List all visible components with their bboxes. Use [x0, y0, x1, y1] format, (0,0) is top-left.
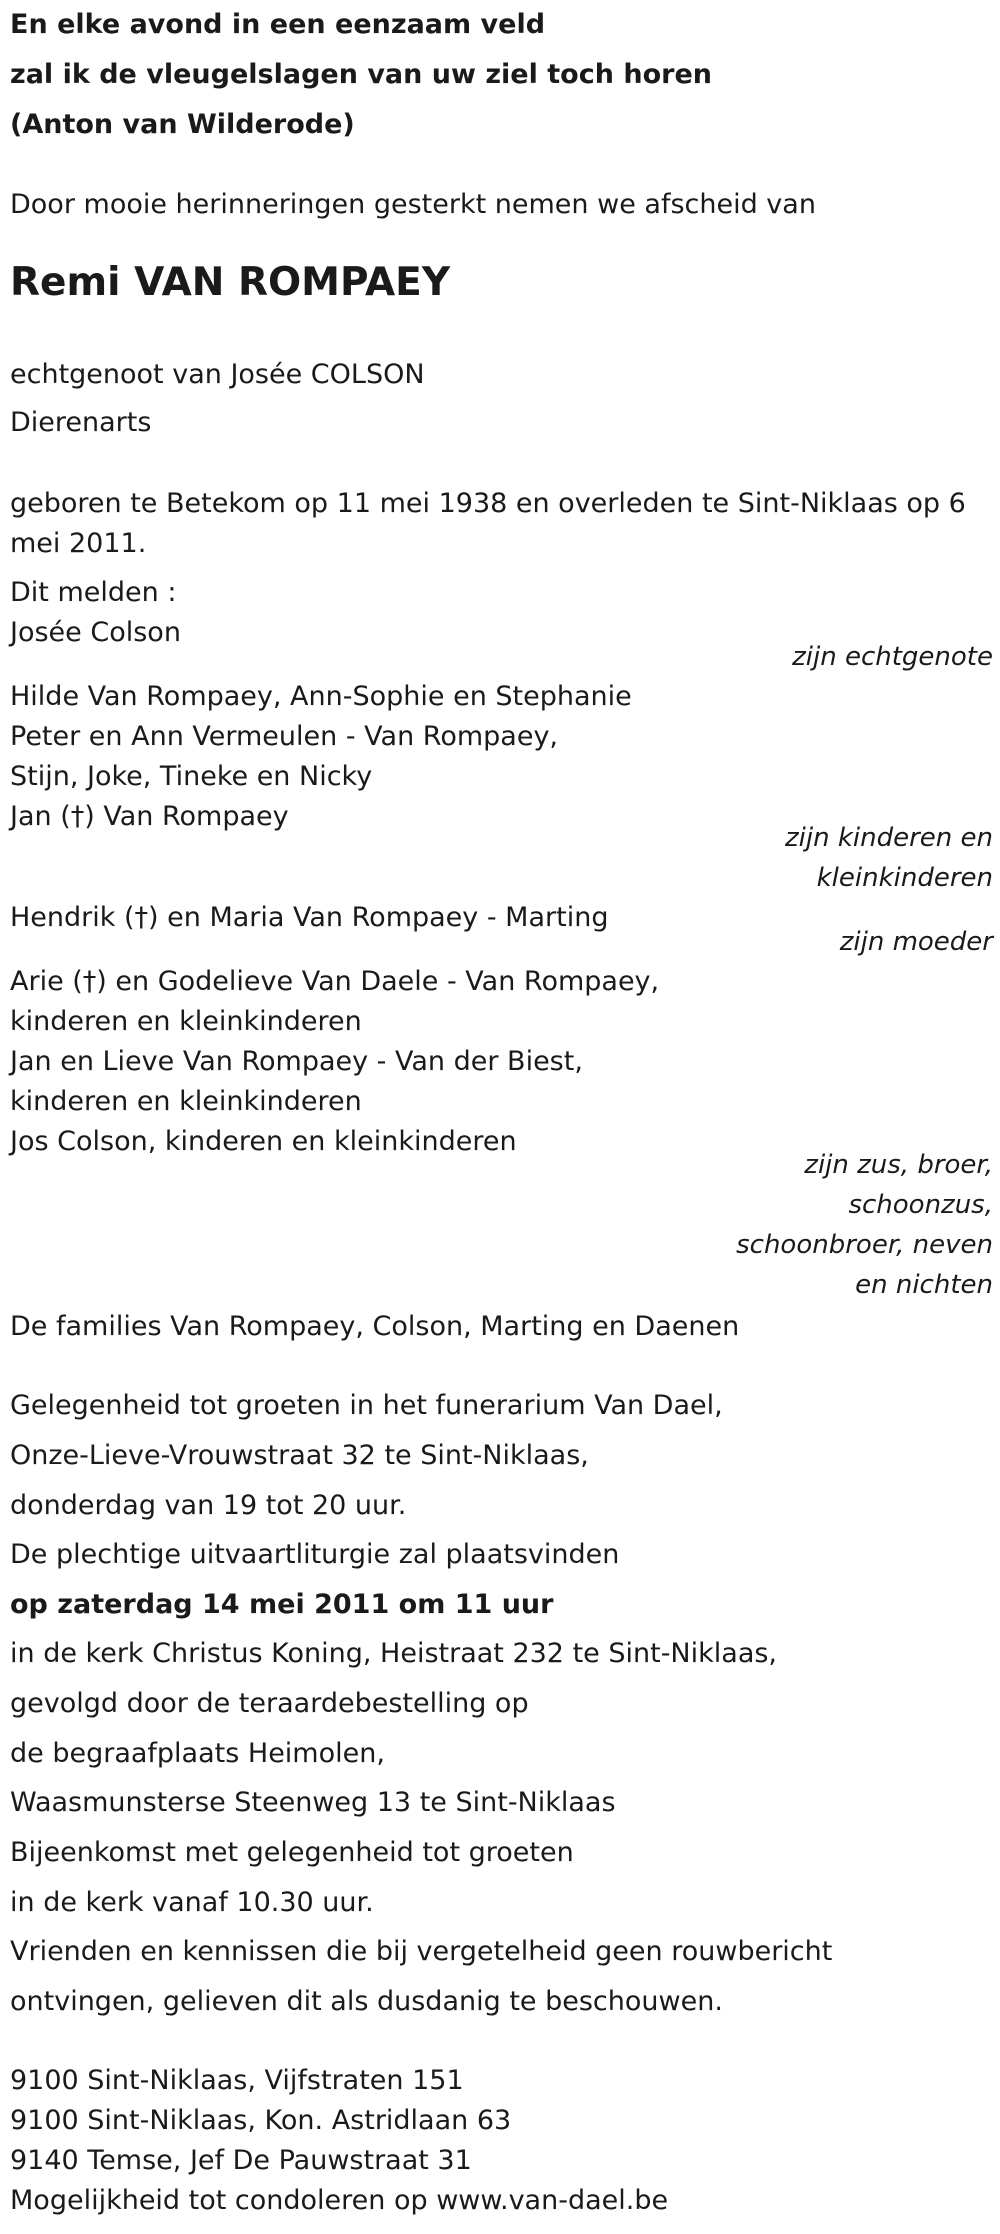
- children-line: Peter en Ann Vermeulen - Van Rompaey,: [10, 721, 559, 752]
- ceremony-line: gevolgd door de teraardebestelling op: [10, 1688, 529, 1719]
- condolence-line: Mogelijkheid tot condoleren op www.van-dael.be: [10, 2185, 669, 2216]
- ceremony-line: Bijeenkomst met gelegenheid tot groeten: [10, 1837, 574, 1868]
- mother-relation: zijn moeder: [839, 927, 993, 957]
- wife-name: Josée Colson: [10, 617, 181, 648]
- siblings-relation: en nichten: [855, 1270, 993, 1300]
- siblings-relation: zijn zus, broer,: [804, 1150, 993, 1180]
- ceremony-line: in de kerk Christus Koning, Heistraat 232 te Sint-Niklaas,: [10, 1638, 778, 1669]
- children-relation-1: zijn kinderen en: [785, 823, 993, 853]
- siblings-line: Jan en Lieve Van Rompaey - Van der Biest,: [10, 1046, 583, 1077]
- siblings-line: Arie (†) en Godelieve Van Daele - Van Rompaey,: [10, 966, 660, 997]
- ceremony-line: Gelegenheid tot groeten in het funerarium Van Dael,: [10, 1390, 723, 1421]
- address-line: 9140 Temse, Jef De Pauwstraat 31: [10, 2145, 472, 2176]
- siblings-line: Jos Colson, kinderen en kleinkinderen: [10, 1126, 517, 1157]
- mother-name: Hendrik (†) en Maria Van Rompaey - Marting: [10, 902, 609, 933]
- ceremony-line: De plechtige uitvaartliturgie zal plaatsvinden: [10, 1539, 620, 1570]
- intro-text: Door mooie herinneringen gesterkt nemen we afscheid van: [10, 189, 816, 220]
- children-line: Hilde Van Rompaey, Ann-Sophie en Stephanie: [10, 681, 632, 712]
- siblings-relation: schoonbroer, neven: [736, 1230, 993, 1260]
- poem-line-2: zal ik de vleugelslagen van uw ziel toch horen: [10, 59, 712, 90]
- birth-death-line-1: geboren te Betekom op 11 mei 1938 en overleden te Sint-Niklaas op 6: [10, 488, 966, 519]
- children-line: Jan (†) Van Rompaey: [10, 801, 289, 832]
- children-line: Stijn, Joke, Tineke en Nicky: [10, 761, 373, 792]
- wife-relation: zijn echtgenote: [792, 642, 993, 672]
- ceremony-line: ontvingen, gelieven dit als dusdanig te beschouwen.: [10, 1986, 723, 2017]
- deceased-name: Remi VAN ROMPAEY: [10, 260, 451, 305]
- birth-death-line-2: mei 2011.: [10, 528, 147, 559]
- profession: Dierenarts: [10, 407, 152, 438]
- address-line: 9100 Sint-Niklaas, Vijfstraten 151: [10, 2065, 464, 2096]
- ceremony-line: donderdag van 19 tot 20 uur.: [10, 1490, 407, 1521]
- siblings-line: kinderen en kleinkinderen: [10, 1006, 362, 1037]
- siblings-line: kinderen en kleinkinderen: [10, 1086, 362, 1117]
- spouse-line: echtgenoot van Josée COLSON: [10, 359, 425, 390]
- siblings-relation: schoonzus,: [848, 1190, 993, 1220]
- ceremony-line: Vrienden en kennissen die bij vergetelheid geen rouwbericht: [10, 1936, 833, 1967]
- ceremony-line: Waasmunsterse Steenweg 13 te Sint-Niklaas: [10, 1787, 616, 1818]
- ceremony-line: Onze-Lieve-Vrouwstraat 32 te Sint-Niklaas,: [10, 1440, 589, 1471]
- poem-author: (Anton van Wilderode): [10, 109, 355, 140]
- address-line: 9100 Sint-Niklaas, Kon. Astridlaan 63: [10, 2105, 512, 2136]
- poem-line-1: En elke avond in een eenzaam veld: [10, 9, 546, 40]
- ceremony-line: de begraafplaats Heimolen,: [10, 1738, 385, 1769]
- ceremony-line: in de kerk vanaf 10.30 uur.: [10, 1887, 374, 1918]
- children-relation-2: kleinkinderen: [816, 863, 993, 893]
- funeral-date: op zaterdag 14 mei 2011 om 11 uur: [10, 1589, 554, 1620]
- families-line: De families Van Rompaey, Colson, Marting en Daenen: [10, 1311, 740, 1342]
- announce-header: Dit melden :: [10, 577, 177, 608]
